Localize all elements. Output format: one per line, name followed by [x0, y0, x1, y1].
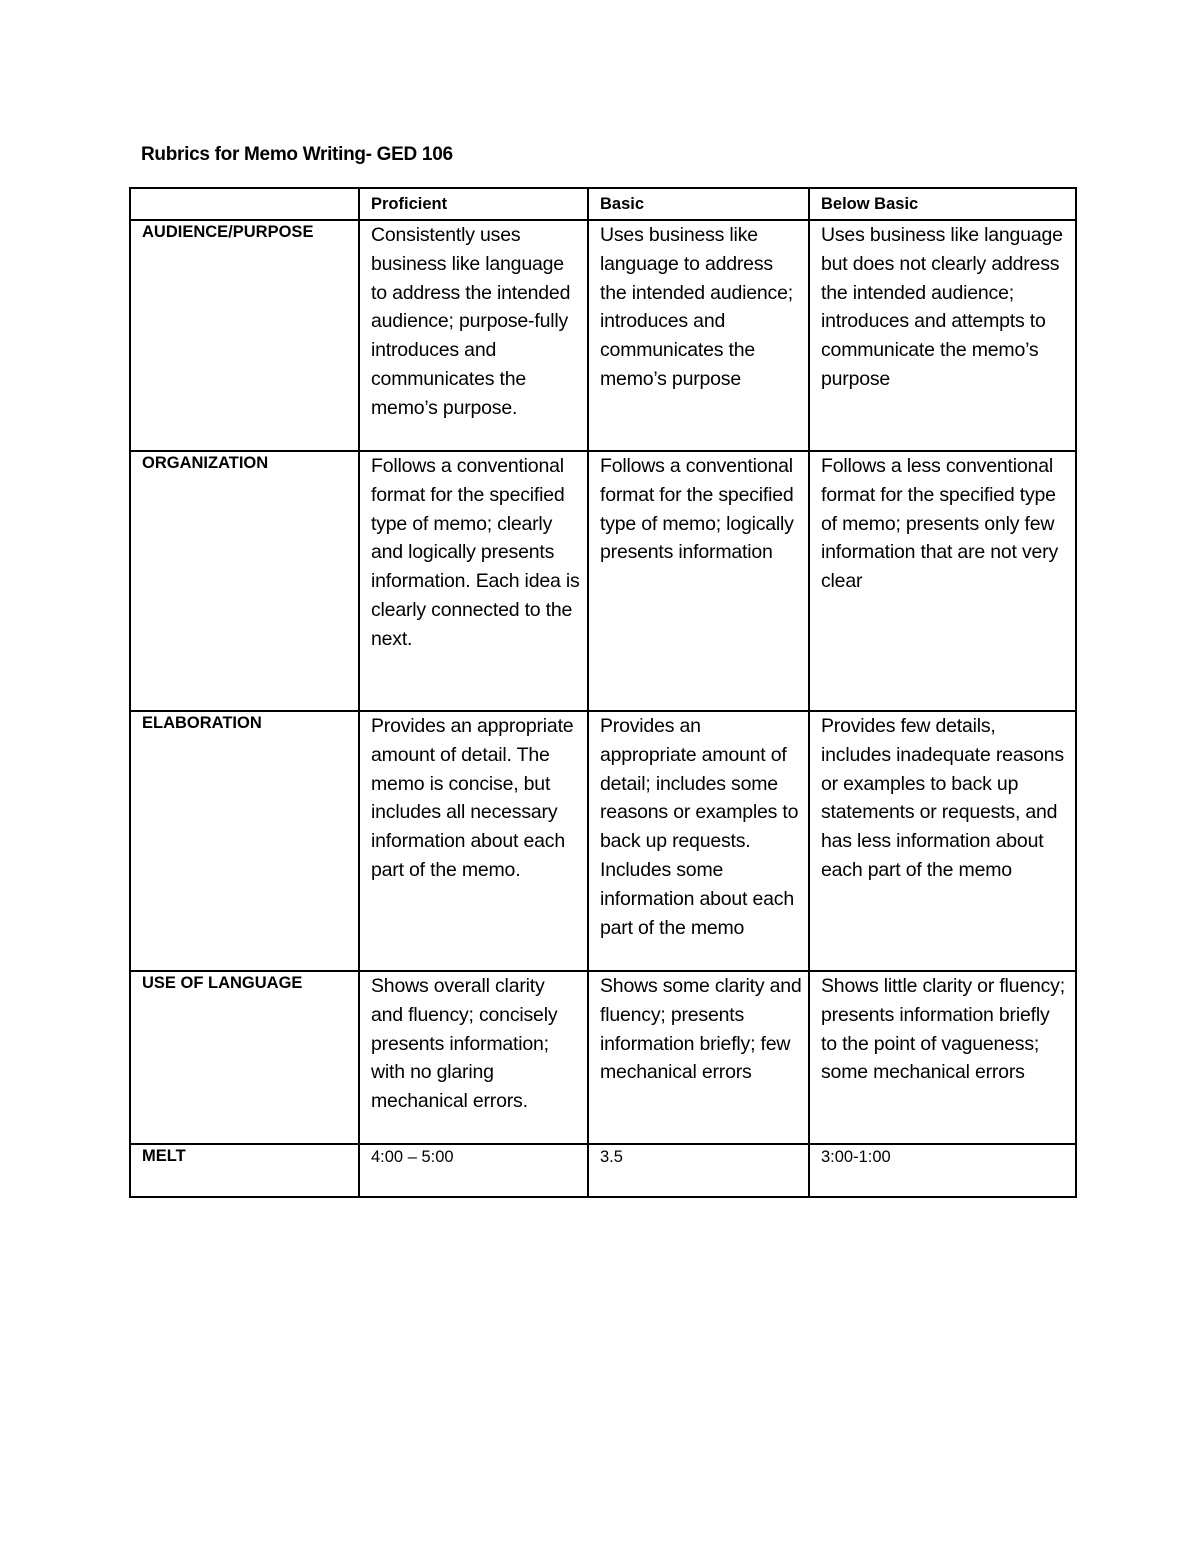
proficient-cell: Shows overall clarity and fluency; concisely presents information; with no glaring mechanical errors.: [359, 971, 588, 1144]
proficient-cell: 4:00 – 5:00: [359, 1144, 588, 1197]
rubric-table: [129, 187, 1077, 1198]
header-basic: Basic: [588, 188, 809, 220]
table-header-row: [130, 188, 1076, 220]
table-row: [130, 971, 1076, 1144]
document-title: Rubrics for Memo Writing- GED 106: [141, 144, 453, 165]
below-basic-cell: Shows little clarity or fluency; presents information briefly to the point of vagueness; some mechanical errors: [809, 971, 1076, 1144]
proficient-cell: Provides an appropriate amount of detail. The memo is concise, but includes all necessary information about each part of the memo.: [359, 711, 588, 971]
below-basic-cell: Follows a less conventional format for the specified type of memo; presents only few information that are not very clear: [809, 451, 1076, 711]
basic-cell: Shows some clarity and fluency; presents information briefly; few mechanical errors: [588, 971, 809, 1144]
header-proficient: Proficient: [359, 188, 588, 220]
proficient-cell: Follows a conventional format for the specified type of memo; clearly and logically presents information. Each idea is clearly connected to the next.: [359, 451, 588, 711]
table-row: [130, 220, 1076, 451]
criterion-cell: USE OF LANGUAGE: [130, 971, 359, 1144]
table-row: [130, 1144, 1076, 1197]
criterion-cell: MELT: [130, 1144, 359, 1197]
proficient-cell: Consistently uses business like language to address the intended audience; purpose-fully introduces and communicates the memo’s purpose.: [359, 220, 588, 451]
basic-cell: 3.5: [588, 1144, 809, 1197]
basic-cell: Provides an appropriate amount of detail; includes some reasons or examples to back up requests. Includes some information about each part of the memo: [588, 711, 809, 971]
below-basic-cell: 3:00-1:00: [809, 1144, 1076, 1197]
below-basic-cell: Uses business like language but does not clearly address the intended audience; introduces and attempts to communicate the memo’s purpose: [809, 220, 1076, 451]
basic-cell: Uses business like language to address the intended audience; introduces and communicates the memo’s purpose: [588, 220, 809, 451]
criterion-cell: ORGANIZATION: [130, 451, 359, 711]
table-row: [130, 451, 1076, 711]
header-criterion: [130, 188, 359, 220]
basic-cell: Follows a conventional format for the specified type of memo; logically presents information: [588, 451, 809, 711]
table-row: [130, 711, 1076, 971]
criterion-cell: AUDIENCE/PURPOSE: [130, 220, 359, 451]
below-basic-cell: Provides few details, includes inadequate reasons or examples to back up statements or requests, and has less information about each part of the memo: [809, 711, 1076, 971]
criterion-cell: ELABORATION: [130, 711, 359, 971]
header-below-basic: Below Basic: [809, 188, 1076, 220]
